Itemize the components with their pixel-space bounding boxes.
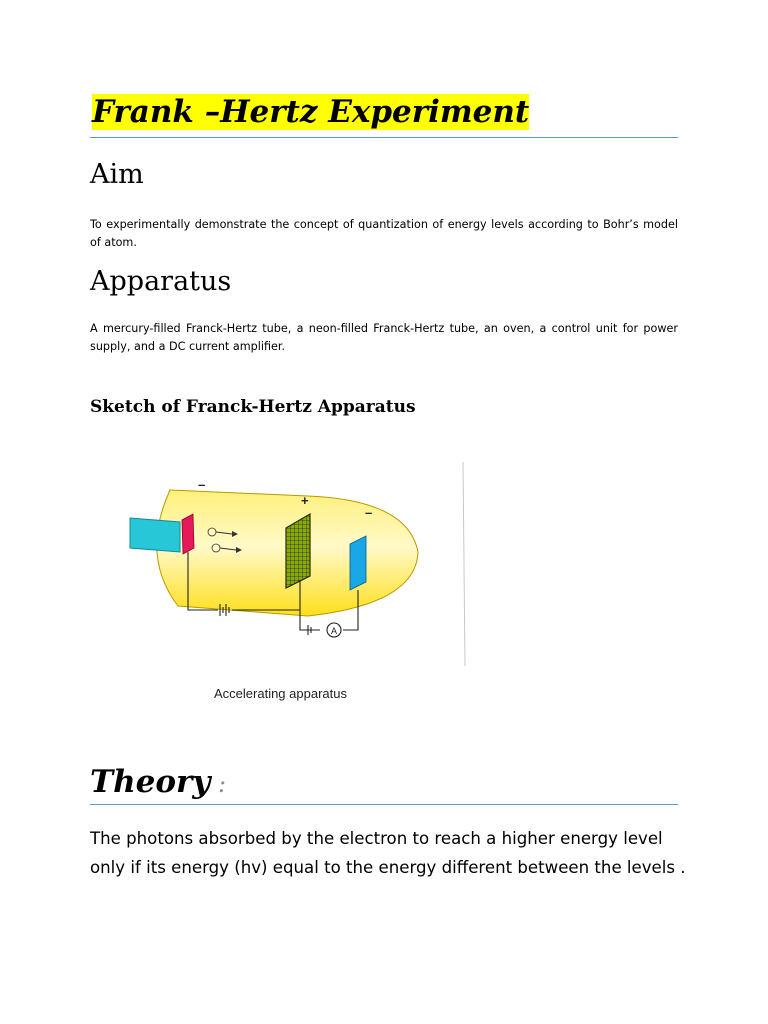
apparatus-text: A mercury-filled Franck-Hertz tube, a neon-filled Franck-Hertz tube, an oven, a control unit for power supply, and a DC current amplifier. — [90, 322, 678, 353]
gas-nozzle — [130, 518, 180, 552]
ammeter-symbol — [327, 623, 341, 637]
theory-colon: : — [210, 770, 227, 798]
sketch-drawing — [118, 456, 470, 718]
apparatus-heading: Apparatus — [90, 266, 232, 297]
aim-text: To experimentally demonstrate the concept of quantization of energy levels according to Bohr’s model of atom. — [90, 218, 678, 249]
theory-heading-text: Theory — [90, 764, 211, 800]
theory-underline — [90, 804, 678, 805]
anode-plate — [350, 536, 366, 590]
ammeter-label: A — [330, 626, 338, 636]
grid-sign: + — [301, 493, 309, 508]
sketch-heading: Sketch of Franck-Hertz Apparatus — [90, 397, 416, 417]
theory-heading — [90, 760, 226, 806]
title-highlight: Frank –Hertz Experiment — [92, 94, 530, 130]
document-title — [90, 90, 531, 134]
sketch-caption: Accelerating apparatus — [214, 686, 347, 701]
cathode-sign: – — [198, 477, 206, 492]
franck-hertz-sketch — [118, 456, 470, 718]
theory-text: The photons absorbed by the electron to reach a higher energy level only if its energy (hv) equal to the energy different between the levels . — [90, 829, 686, 877]
cathode-plate — [182, 514, 194, 554]
figure-border-line — [463, 462, 465, 666]
anode-sign: – — [365, 505, 373, 520]
aim-heading: Aim — [90, 159, 144, 190]
title-underline — [90, 137, 678, 138]
